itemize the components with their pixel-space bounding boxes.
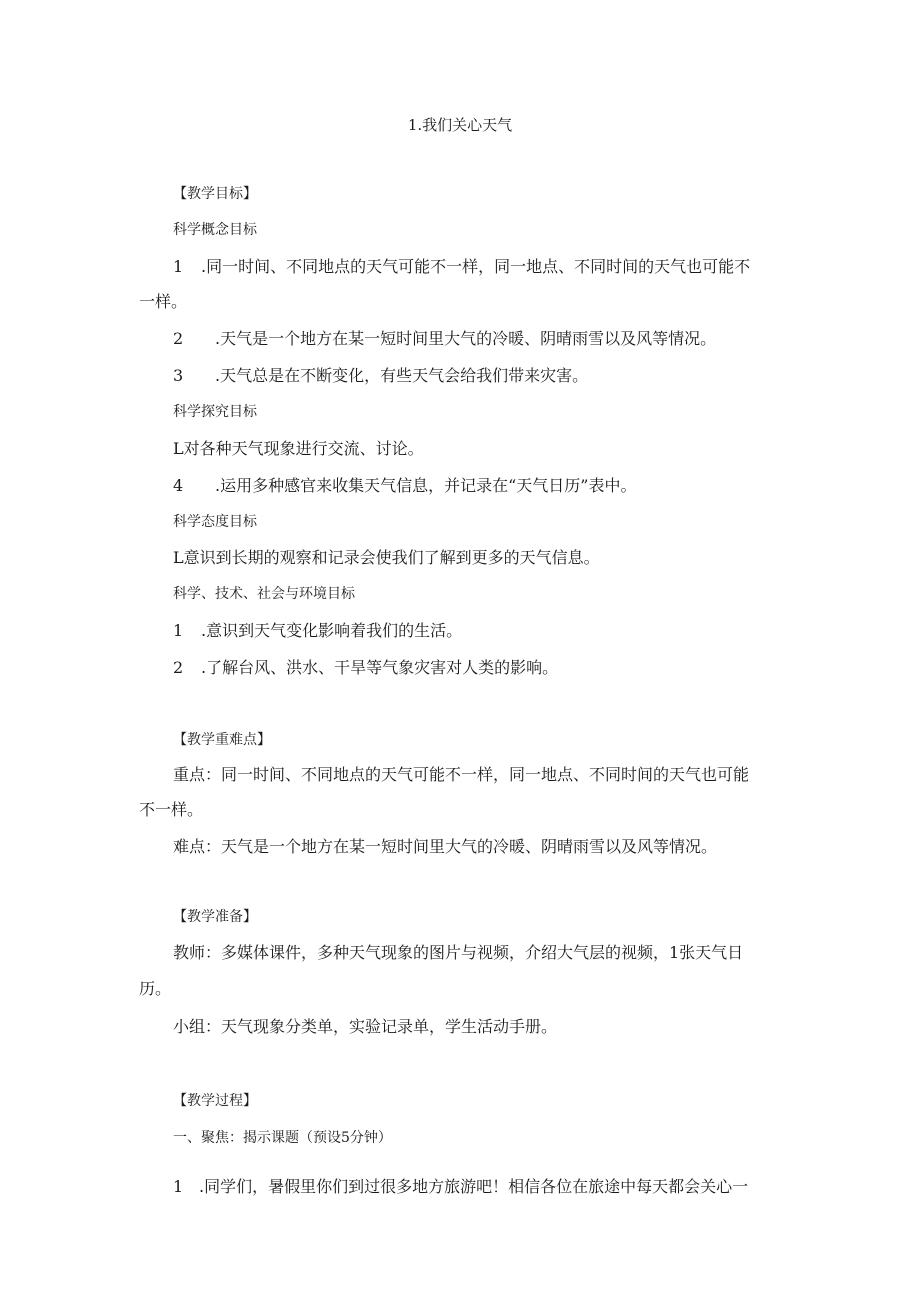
item-text: .了解台风、洪水、干旱等气象灾害对人类的影响。 bbox=[201, 658, 559, 677]
attitude-goal-1: L意识到长期的观察和记录会使我们了解到更多的天气信息。 bbox=[173, 548, 600, 567]
item-number: 2 bbox=[173, 658, 184, 677]
item-number: 3 bbox=[173, 366, 184, 385]
item-number: 1 bbox=[173, 1177, 184, 1196]
subheading-attitude-goals: 科学态度目标 bbox=[173, 514, 257, 530]
sts-goal-2 bbox=[173, 660, 558, 676]
key-point: 重点：同一时间、不同地点的天气可能不一样，同一地点、不同时间的天气也可能 bbox=[173, 765, 750, 784]
process-step-1: 一、聚焦：揭示课题（预设5分钟） bbox=[173, 1130, 392, 1146]
item-text: .天气总是在不断变化，有些天气会给我们带来灾害。 bbox=[215, 366, 589, 385]
concept-goal-1 bbox=[173, 259, 750, 275]
group-materials: 小组：天气现象分类单，实验记录单，学生活动手册。 bbox=[173, 1017, 558, 1036]
item-number: 4 bbox=[173, 476, 184, 495]
difficult-point: 难点：天气是一个地方在某一短时间里大气的冷暖、阴晴雨雪以及风等情况。 bbox=[173, 837, 718, 856]
inquiry-goal-1: L对各种天气现象进行交流、讨论。 bbox=[173, 439, 424, 458]
sts-goal-1 bbox=[173, 623, 462, 639]
concept-goal-2 bbox=[173, 331, 716, 347]
heading-teaching-goals: 【教学目标】 bbox=[173, 186, 257, 202]
heading-preparation: 【教学准备】 bbox=[173, 909, 257, 925]
teacher-materials-continued: 历。 bbox=[139, 979, 172, 998]
process-paragraph-1 bbox=[173, 1179, 748, 1195]
item-text: .天气是一个地方在某一短时间里大气的冷暖、阴晴雨雪以及风等情况。 bbox=[215, 329, 717, 348]
key-point-continued: 不一样。 bbox=[139, 800, 204, 819]
item-number: 2 bbox=[173, 329, 184, 348]
item-text: .同学们，暑假里你们到过很多地方旅游吧！相信各位在旅途中每天都会关心一 bbox=[199, 1177, 749, 1196]
item-number: 1 bbox=[173, 257, 184, 276]
heading-process: 【教学过程】 bbox=[173, 1093, 257, 1109]
concept-goal-3 bbox=[173, 368, 588, 384]
subheading-concept-goals: 科学概念目标 bbox=[173, 222, 257, 238]
item-text: .同一时间、不同地点的天气可能不一样，同一地点、不同时间的天气也可能不 bbox=[201, 257, 751, 276]
teacher-materials: 教师：多媒体课件，多种天气现象的图片与视频，介绍大气层的视频，1张天气日 bbox=[173, 943, 744, 962]
inquiry-goal-2 bbox=[173, 478, 636, 494]
item-number: 1 bbox=[173, 621, 184, 640]
subheading-inquiry-goals: 科学探究目标 bbox=[173, 404, 257, 420]
concept-goal-1-continued: 一样。 bbox=[139, 292, 188, 311]
item-text: .意识到天气变化影响着我们的生活。 bbox=[201, 621, 463, 640]
item-text: .运用多种感官来收集天气信息，并记录在“天气日历”表中。 bbox=[215, 476, 637, 495]
subheading-sts-goals: 科学、技术、社会与环境目标 bbox=[173, 586, 355, 602]
heading-key-points: 【教学重难点】 bbox=[173, 732, 271, 748]
document-title: 1.我们关心天气 bbox=[407, 116, 513, 134]
